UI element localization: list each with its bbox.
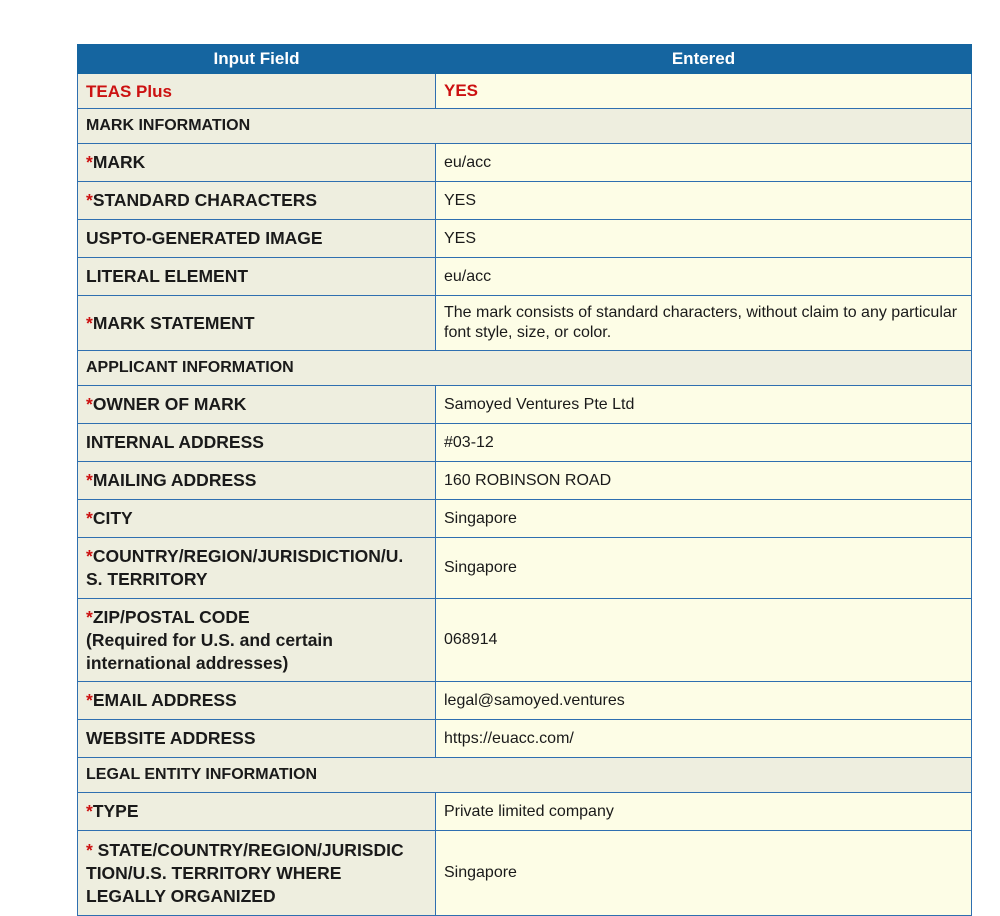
internal-address-label: INTERNAL ADDRESS <box>86 432 264 452</box>
row-state <box>78 831 972 916</box>
field-label <box>78 220 436 258</box>
state-label: STATE/COUNTRY/REGION/JURISDIC TION/U.S. TERRITORY WHERE LEGALLY ORGANIZED <box>86 839 404 906</box>
trademark-application-table <box>77 44 971 916</box>
section-legal-entity-information <box>78 758 972 793</box>
required-marker: * <box>86 606 93 627</box>
field-label <box>78 182 436 220</box>
field-label <box>78 424 436 462</box>
section-mark-information <box>78 109 972 144</box>
field-label <box>78 831 436 916</box>
field-label <box>78 538 436 599</box>
mailing-address-value: 160 ROBINSON ROAD <box>436 462 972 500</box>
uspto-image-label: USPTO-GENERATED IMAGE <box>86 228 323 248</box>
state-value: Singapore <box>436 831 972 916</box>
mark-label: MARK <box>92 152 146 172</box>
required-marker: * <box>86 839 93 860</box>
required-marker: * <box>86 508 93 528</box>
required-marker: * <box>86 190 93 210</box>
teas-plus-value: YES <box>436 74 972 109</box>
row-mailing-address <box>78 462 972 500</box>
row-standard-characters <box>78 182 972 220</box>
website-label: WEBSITE ADDRESS <box>86 728 256 748</box>
row-uspto-image <box>78 220 972 258</box>
field-label <box>78 144 436 182</box>
standard-characters-value: YES <box>436 182 972 220</box>
owner-label: OWNER OF MARK <box>92 394 247 414</box>
row-mark-statement <box>78 296 972 351</box>
field-label <box>78 720 436 758</box>
field-label <box>78 599 436 682</box>
header-input-field: Input Field <box>78 45 436 74</box>
zip-value: 068914 <box>436 599 972 682</box>
row-zip <box>78 599 972 682</box>
row-email <box>78 682 972 720</box>
required-marker: * <box>86 394 93 414</box>
owner-value: Samoyed Ventures Pte Ltd <box>436 386 972 424</box>
mark-statement-value: The mark consists of standard characters, without claim to any particular font style, size, or color. <box>436 296 972 351</box>
country-value: Singapore <box>436 538 972 599</box>
field-label <box>78 462 436 500</box>
required-marker: * <box>86 801 93 821</box>
section-title: MARK INFORMATION <box>78 109 972 144</box>
website-value: https://euacc.com/ <box>436 720 972 758</box>
section-title: LEGAL ENTITY INFORMATION <box>78 758 972 793</box>
mark-value: eu/acc <box>436 144 972 182</box>
type-value: Private limited company <box>436 793 972 831</box>
field-label <box>78 258 436 296</box>
mark-statement-label: MARK STATEMENT <box>92 312 255 333</box>
required-marker: * <box>86 152 93 172</box>
row-website <box>78 720 972 758</box>
internal-address-value: #03-12 <box>436 424 972 462</box>
required-marker: * <box>86 690 93 710</box>
row-owner <box>78 386 972 424</box>
email-value: legal@samoyed.ventures <box>436 682 972 720</box>
email-label: EMAIL ADDRESS <box>92 690 237 710</box>
required-marker: * <box>86 312 93 333</box>
city-value: Singapore <box>436 500 972 538</box>
teas-plus-label: TEAS Plus <box>78 74 436 109</box>
type-label: TYPE <box>92 801 139 821</box>
literal-element-label: LITERAL ELEMENT <box>86 266 249 286</box>
field-label <box>78 296 436 351</box>
city-label: CITY <box>92 508 133 528</box>
row-country <box>78 538 972 599</box>
row-type <box>78 793 972 831</box>
field-label <box>78 682 436 720</box>
zip-label: ZIP/POSTAL CODE (Required for U.S. and certain international addresses) <box>86 606 333 673</box>
field-label <box>78 793 436 831</box>
input-field-table <box>77 44 972 916</box>
required-marker: * <box>86 470 93 490</box>
section-applicant-information <box>78 351 972 386</box>
standard-characters-label: STANDARD CHARACTERS <box>92 190 318 210</box>
header-entered: Entered <box>436 45 972 74</box>
row-mark <box>78 144 972 182</box>
row-teas-plus <box>78 74 972 109</box>
field-label <box>78 386 436 424</box>
row-literal-element <box>78 258 972 296</box>
row-city <box>78 500 972 538</box>
country-label: COUNTRY/REGION/JURISDICTION/U. S. TERRITORY <box>86 546 404 589</box>
literal-element-value: eu/acc <box>436 258 972 296</box>
section-title: APPLICANT INFORMATION <box>78 351 972 386</box>
mailing-address-label: MAILING ADDRESS <box>92 470 257 490</box>
required-marker: * <box>86 546 93 566</box>
uspto-image-value: YES <box>436 220 972 258</box>
field-label <box>78 500 436 538</box>
table-header-row <box>78 45 972 74</box>
row-internal-address <box>78 424 972 462</box>
